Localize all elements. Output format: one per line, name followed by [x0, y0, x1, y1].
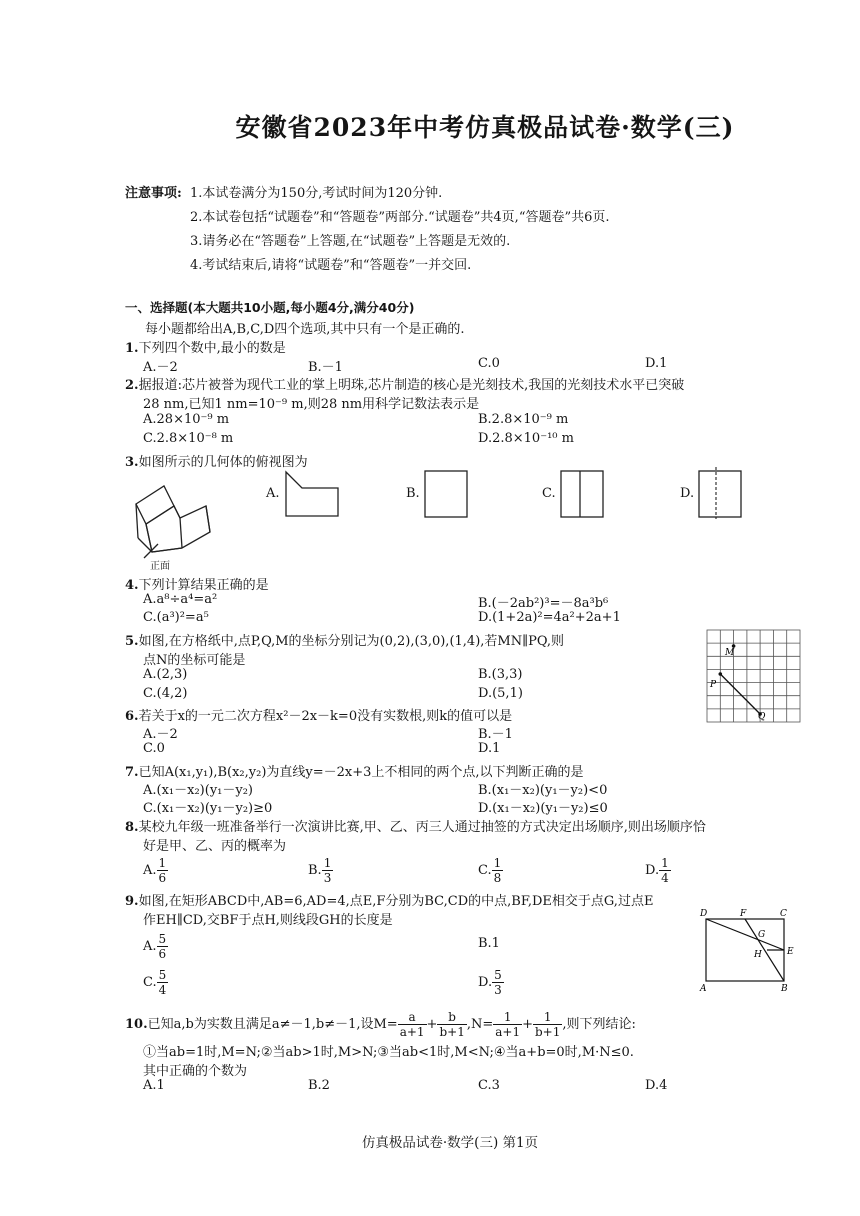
note-item: 2.本试卷包括“试题卷”和“答题卷”两部分.“试题卷”共4页,“答题卷”共6页. — [190, 210, 610, 225]
q10-option-d: D.4 — [645, 1078, 668, 1093]
q3-option-d-label: D. — [680, 486, 695, 501]
question-8-stem: 8.某校九年级一班准备举行一次演讲比赛,甲、乙、丙三人通过抽签的方式决定出场顺序,则出场顺序恰 — [125, 820, 706, 835]
section-heading: 一、选择题(本大题共10小题,每小题4分,满分40分) — [125, 300, 415, 315]
q10-option-b: B.2 — [308, 1078, 330, 1093]
question-7-stem: 7.已知A(x₁,y₁),B(x₂,y₂)为直线y=－2x+3上不相同的两个点,以下判断正确的是 — [125, 765, 584, 780]
q8-option-c: C. $\frac{1}{8}$ — [478, 856, 502, 885]
q9-option-b: B.1 — [478, 936, 500, 951]
q7-option-c: C.(x₁－x₂)(y₁－y₂)≥0 — [143, 801, 273, 816]
question-10-statements: ①当ab=1时,M=N;②当ab>1时,M>N;③当ab<1时,M<N;④当a+b=0时,M·N≤0. — [143, 1045, 634, 1060]
q2-option-a: A.28×10⁻⁹ m — [143, 412, 230, 427]
q7-option-a: A.(x₁－x₂)(y₁－y₂) — [143, 783, 254, 798]
q3-option-a-figure — [284, 470, 340, 518]
label-b: B — [781, 984, 788, 994]
q1-option-a: A.－2 — [143, 360, 178, 375]
question-10-prompt: 其中正确的个数为 — [143, 1064, 248, 1079]
label-d: D — [700, 909, 708, 919]
solid-figure — [130, 476, 220, 576]
question-9-stem: 9.如图,在矩形ABCD中,AB=6,AD=4,点E,F分别为BC,CD的中点,BF,DE相交于点G,过点E — [125, 894, 654, 909]
question-3-stem: 3.如图所示的几何体的俯视图为 — [125, 455, 308, 470]
front-label: 正面 — [150, 561, 170, 572]
q9-option-d: D. $\frac{5}{3}$ — [478, 968, 502, 997]
q2-option-c: C.2.8×10⁻⁸ m — [143, 431, 234, 446]
q3-option-b-label: B. — [406, 486, 420, 501]
q5-option-d: D.(5,1) — [478, 686, 523, 701]
label-a: A — [700, 984, 707, 994]
page-title: 安徽省2023年中考仿真极品试卷·数学(三) — [235, 113, 735, 142]
question-2-stem-line2: 28 nm,已知1 nm=10⁻⁹ m,则28 nm用科学记数法表示是 — [143, 397, 480, 412]
point-q-label: Q — [758, 712, 766, 722]
q6-option-c: C.0 — [143, 741, 165, 756]
label-f: F — [740, 909, 747, 919]
label-g: G — [758, 930, 766, 940]
section-intro: 每小题都给出A,B,C,D四个选项,其中只有一个是正确的. — [145, 322, 465, 337]
q7-option-d: D.(x₁－x₂)(y₁－y₂)≤0 — [478, 801, 608, 816]
q8-option-d: D. $\frac{1}{4}$ — [645, 856, 669, 885]
grid-figure — [706, 629, 802, 725]
question-4-stem: 4.下列计算结果正确的是 — [125, 578, 269, 593]
q10-option-c: C.3 — [478, 1078, 500, 1093]
question-1-stem: 1.下列四个数中,最小的数是 — [125, 341, 286, 356]
question-5-stem-line2: 点N的坐标可能是 — [143, 653, 246, 668]
q2-option-b: B.2.8×10⁻⁹ m — [478, 412, 569, 427]
label-c: C — [780, 909, 787, 919]
q1-option-c: C.0 — [478, 356, 500, 371]
question-2-stem: 2.据报道:芯片被誉为现代工业的掌上明珠,芯片制造的核心是光刻技术,我国的光刻技术水平已突破 — [125, 378, 685, 393]
q3-option-a-label: A. — [266, 486, 280, 501]
note-item: 3.请务必在“答题卷”上答题,在“试题卷”上答题是无效的. — [190, 234, 511, 249]
note-item: 4.考试结束后,请将“试题卷”和“答题卷”一并交回. — [190, 258, 472, 273]
rectangle-figure — [698, 905, 802, 995]
q5-option-a: A.(2,3) — [143, 667, 188, 682]
point-m-label: M — [725, 648, 735, 658]
q4-option-d: D.(1+2a)²=4a²+2a+1 — [478, 610, 621, 625]
label-h: H — [754, 950, 762, 960]
q4-option-a: A.a⁸÷a⁴=a² — [143, 592, 218, 607]
q7-option-b: B.(x₁－x₂)(y₁－y₂)<0 — [478, 783, 608, 798]
question-6-stem: 6.若关于x的一元二次方程x²－2x－k=0没有实数根,则k的值可以是 — [125, 709, 513, 724]
point-p-label: P — [710, 680, 717, 690]
q5-option-c: C.(4,2) — [143, 686, 188, 701]
q10-option-a: A.1 — [143, 1078, 165, 1093]
question-10-stem: 10.已知a,b为实数且满足a≠－1,b≠－1,设M= $\frac{a}{a+1}$ + $\frac{b}{b+1}$ ,N= $\frac{1}{a+1}$ + $\frac{1}{b+1}$ ,则下列结论: — [125, 1010, 636, 1039]
q4-option-c: C.(a³)²=a⁵ — [143, 610, 209, 625]
notes-label: 注意事项: — [125, 186, 182, 201]
q3-option-c-figure — [560, 470, 604, 518]
q1-option-d: D.1 — [645, 356, 668, 371]
label-e: E — [787, 947, 794, 957]
q9-option-c: C. $\frac{5}{4}$ — [143, 968, 167, 997]
q6-option-a: A.－2 — [143, 727, 178, 742]
q2-option-d: D.2.8×10⁻¹⁰ m — [478, 431, 574, 446]
q3-option-d-figure — [698, 466, 742, 520]
q5-option-b: B.(3,3) — [478, 667, 523, 682]
q6-option-d: D.1 — [478, 741, 501, 756]
q3-option-b-figure — [424, 470, 468, 518]
q9-option-a: A. $\frac{5}{6}$ — [143, 932, 167, 961]
question-8-stem-line2: 好是甲、乙、丙的概率为 — [143, 839, 287, 854]
question-5-stem: 5.如图,在方格纸中,点P,Q,M的坐标分别记为(0,2),(3,0),(1,4),若MN∥PQ,则 — [125, 634, 564, 649]
q8-option-b: B. $\frac{1}{3}$ — [308, 856, 332, 885]
q8-option-a: A. $\frac{1}{6}$ — [143, 856, 167, 885]
question-9-stem-line2: 作EH∥CD,交BF于点H,则线段GH的长度是 — [143, 913, 393, 928]
q4-option-b: B.(－2ab²)³=－8a³b⁶ — [478, 596, 609, 611]
q1-option-b: B.－1 — [308, 360, 343, 375]
page-footer: 仿真极品试卷·数学(三) 第1页 — [361, 1135, 539, 1151]
note-item: 1.本试卷满分为150分,考试时间为120分钟. — [190, 186, 443, 201]
q6-option-b: B.－1 — [478, 727, 513, 742]
q3-option-c-label: C. — [542, 486, 556, 501]
